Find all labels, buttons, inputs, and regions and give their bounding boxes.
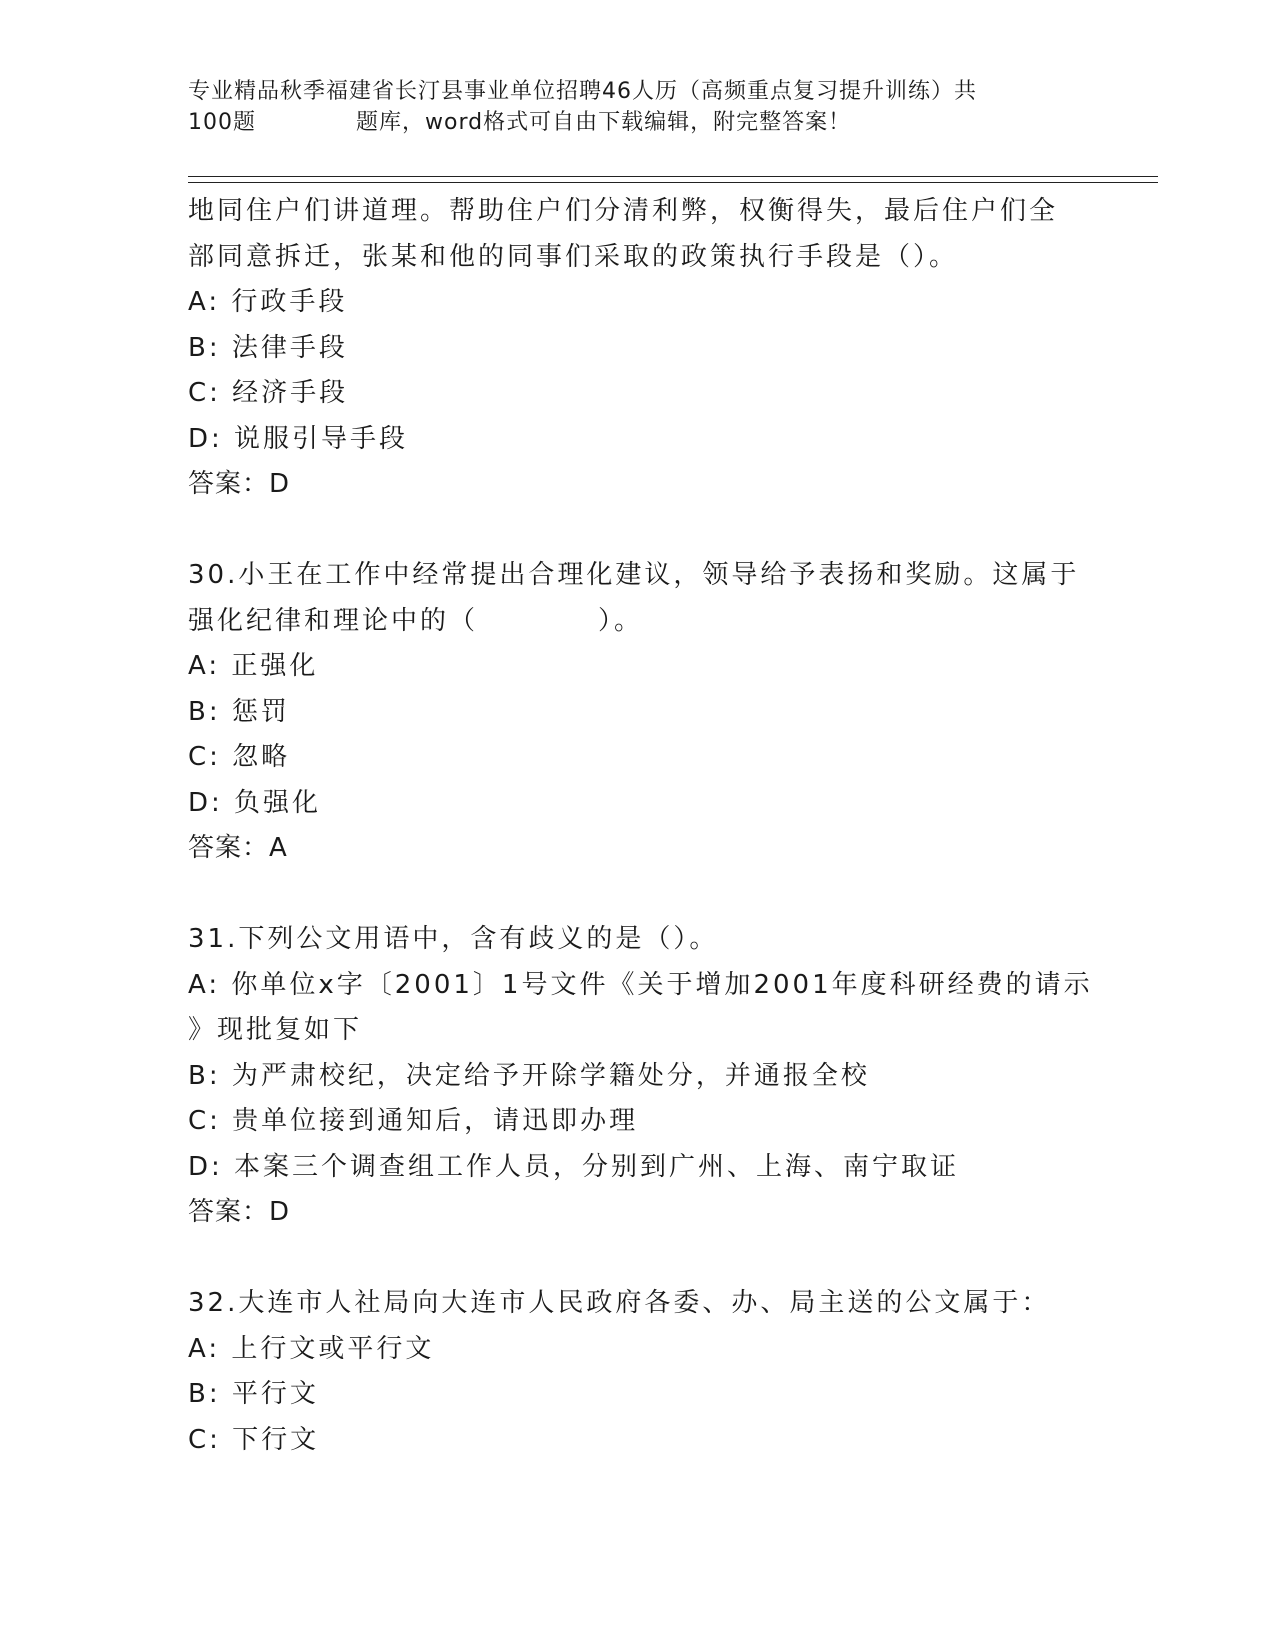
- question-30: [188, 553, 1088, 872]
- header-question-count: 100题: [188, 110, 256, 135]
- option-c: C: 贵单位接到通知后，请迅即办理: [188, 1106, 639, 1136]
- option-c: C: 下行文: [188, 1424, 320, 1455]
- option-c: C: 忽略: [188, 742, 291, 772]
- option-d: D: 负强化: [188, 787, 322, 818]
- question-stem-line: 30.小王在工作中经常提出合理化建议，领导给予表扬和奖励。这属于: [188, 560, 1080, 590]
- answer-line: 答案：A: [188, 833, 288, 863]
- option-d: D: 本案三个调查组工作人员，分别到广州、上海、南宁取证: [188, 1151, 960, 1182]
- header-divider-bottom: [188, 182, 1158, 183]
- answer-line: 答案：D: [188, 1197, 291, 1227]
- option-a: A: 你单位x字〔2001〕1号文件《关于增加2001年度科研经费的请示: [188, 969, 1093, 1000]
- header-title-line1: 专业精品秋季福建省长汀县事业单位招聘46人历（高频重点复习提升训练）共: [188, 79, 977, 104]
- option-a: A: 行政手段: [188, 287, 348, 317]
- option-a: A: 上行文或平行文: [188, 1333, 435, 1364]
- document-header: [188, 76, 1088, 138]
- question-29: [188, 189, 1088, 508]
- option-b: B: 平行文: [188, 1379, 319, 1409]
- question-stem-line: 强化纪律和理论中的（ ）。: [188, 605, 644, 636]
- option-b: B: 法律手段: [188, 332, 348, 363]
- answer-line: 答案：D: [188, 469, 291, 499]
- option-a-continued: 》现批复如下: [188, 1015, 363, 1045]
- option-b: B: 惩罚: [188, 696, 290, 727]
- option-a: A: 正强化: [188, 651, 319, 681]
- question-content: [188, 189, 1093, 1463]
- question-stem-line: 部同意拆迁，张某和他的同事们采取的政策执行手段是（）。: [188, 241, 959, 272]
- header-divider-top: [188, 176, 1158, 177]
- question-stem-line: 32.大连市人社局向大连市人民政府各委、办、局主送的公文属于：: [188, 1288, 1051, 1318]
- question-stem-line: 31.下列公文用语中，含有歧义的是（）。: [188, 924, 719, 954]
- header-description: 题库，word格式可自由下载编辑，附完整答案！: [356, 110, 852, 135]
- question-32: [188, 1281, 1088, 1463]
- question-31: [188, 917, 1093, 1236]
- header-title-line2: [188, 107, 1088, 138]
- option-d: D: 说服引导手段: [188, 423, 409, 454]
- option-c: C: 经济手段: [188, 378, 349, 408]
- question-stem-line: 地同住户们讲道理。帮助住户们分清利弊，权衡得失，最后住户们全: [188, 196, 1059, 226]
- option-b: B: 为严肃校纪，决定给予开除学籍处分，并通报全校: [188, 1060, 870, 1091]
